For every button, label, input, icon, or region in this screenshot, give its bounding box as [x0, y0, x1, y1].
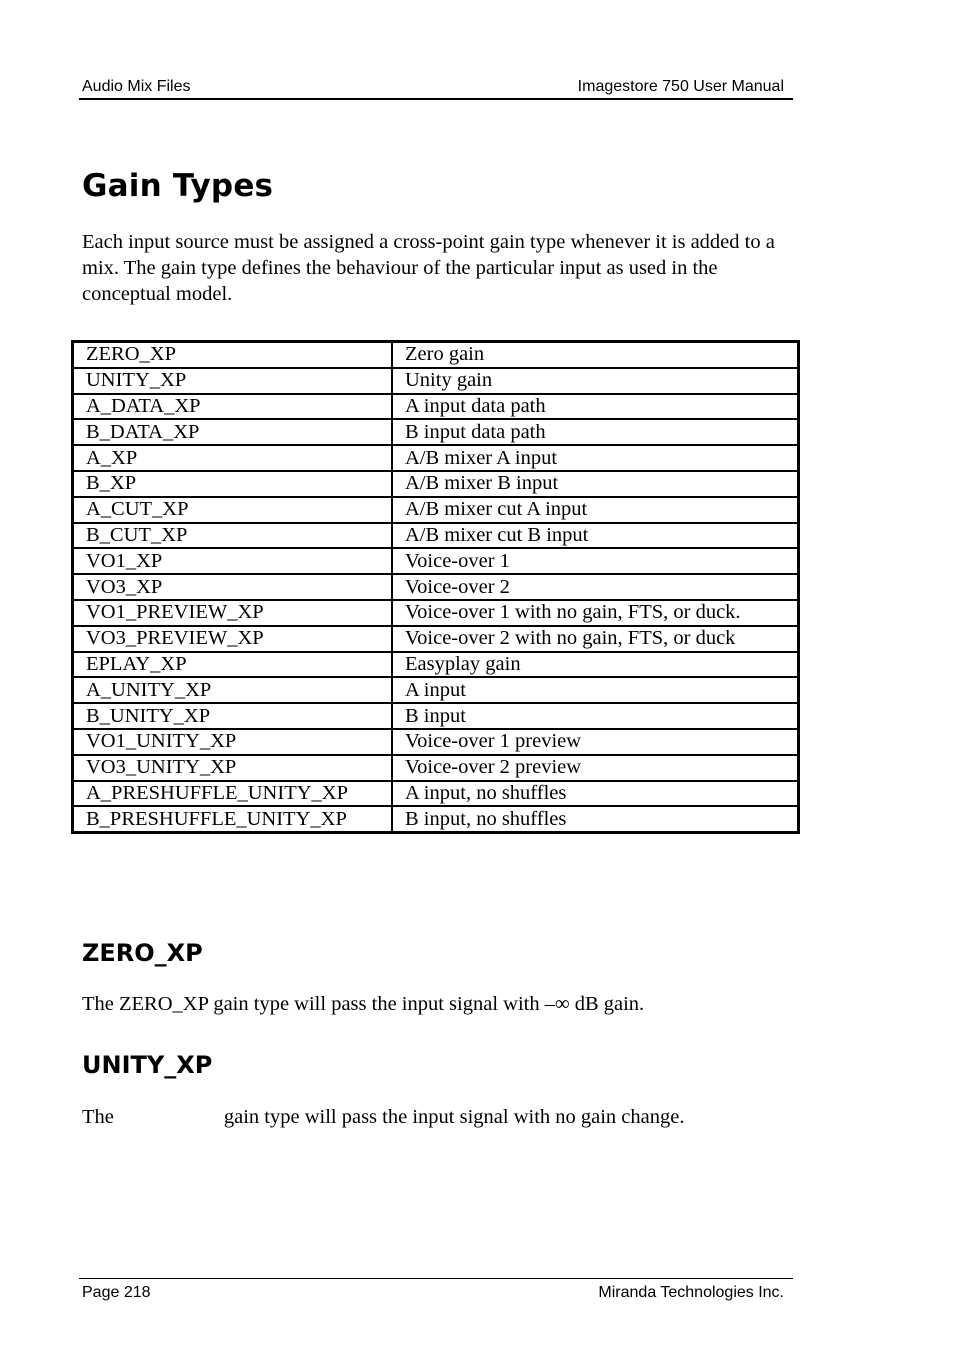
gain-types-table-body	[73, 342, 799, 833]
table-row	[73, 497, 799, 523]
gain-description-cell: Voice-over 2 preview	[392, 755, 799, 781]
gain-type-cell: VO3_UNITY_XP	[73, 755, 393, 781]
table-row	[73, 806, 799, 832]
unity-xp-description	[82, 1106, 684, 1129]
gain-type-cell: B_UNITY_XP	[73, 703, 393, 729]
table-row	[73, 471, 799, 497]
gain-description-cell: Voice-over 2 with no gain, FTS, or duck	[392, 626, 799, 652]
intro-paragraph: Each input source must be assigned a cross-point gain type whenever it is added to a mix. The gain type defines the behaviour of the particular input as used in the conceptual model.	[82, 231, 775, 305]
table-row	[73, 652, 799, 678]
header-rule	[79, 98, 793, 100]
gain-type-cell: ZERO_XP	[73, 342, 393, 368]
gain-type-cell: A_CUT_XP	[73, 497, 393, 523]
gain-type-cell: A_DATA_XP	[73, 394, 393, 420]
gain-description-cell: Zero gain	[392, 342, 799, 368]
gain-description-cell: Unity gain	[392, 368, 799, 394]
gain-type-cell: B_CUT_XP	[73, 523, 393, 549]
gain-type-cell: VO1_XP	[73, 548, 393, 574]
gain-type-cell: B_PRESHUFFLE_UNITY_XP	[73, 806, 393, 832]
page-number: Page 218	[82, 1284, 151, 1301]
unity-xp-text-start: The	[82, 1106, 114, 1128]
gain-type-cell: A_UNITY_XP	[73, 677, 393, 703]
table-row	[73, 368, 799, 394]
zero-xp-heading: ZERO_XP	[82, 939, 203, 967]
gain-description-cell: A input, no shuffles	[392, 781, 799, 807]
gain-description-cell: A/B mixer B input	[392, 471, 799, 497]
gain-description-cell: A/B mixer cut B input	[392, 523, 799, 549]
gain-type-cell: VO1_PREVIEW_XP	[73, 600, 393, 626]
gain-description-cell: B input data path	[392, 419, 799, 445]
table-row	[73, 342, 799, 368]
gain-description-cell: Voice-over 1 with no gain, FTS, or duck.	[392, 600, 799, 626]
table-row	[73, 574, 799, 600]
gain-description-cell: A/B mixer A input	[392, 445, 799, 471]
unity-xp-text-end: gain type will pass the input signal with no gain change.	[223, 1106, 685, 1128]
gain-type-cell: VO3_PREVIEW_XP	[73, 626, 393, 652]
gain-description-cell: Voice-over 2	[392, 574, 799, 600]
gain-type-cell: UNITY_XP	[73, 368, 393, 394]
table-row	[73, 626, 799, 652]
gain-type-cell: A_XP	[73, 445, 393, 471]
table-row	[73, 600, 799, 626]
gain-type-cell: A_PRESHUFFLE_UNITY_XP	[73, 781, 393, 807]
table-row	[73, 419, 799, 445]
gain-type-cell: VO3_XP	[73, 574, 393, 600]
gain-description-cell: A input	[392, 677, 799, 703]
footer-company: Miranda Technologies Inc.	[598, 1284, 784, 1301]
gain-description-cell: Easyplay gain	[392, 652, 799, 678]
table-row	[73, 677, 799, 703]
table-row	[73, 755, 799, 781]
table-row	[73, 445, 799, 471]
table-row	[73, 548, 799, 574]
gain-description-cell: B input, no shuffles	[392, 806, 799, 832]
gain-types-table	[71, 340, 800, 834]
gain-type-cell: B_XP	[73, 471, 393, 497]
table-row	[73, 729, 799, 755]
running-header-manual-title: Imagestore 750 User Manual	[577, 78, 784, 95]
table-row	[73, 703, 799, 729]
table-row	[73, 523, 799, 549]
unity-xp-heading: UNITY_XP	[82, 1051, 213, 1079]
gain-description-cell: Voice-over 1 preview	[392, 729, 799, 755]
page-title: Gain Types	[82, 168, 274, 204]
gain-description-cell: B input	[392, 703, 799, 729]
table-row	[73, 394, 799, 420]
gain-description-cell: A input data path	[392, 394, 799, 420]
footer-rule	[79, 1278, 793, 1279]
gain-description-cell: Voice-over 1	[392, 548, 799, 574]
gain-type-cell: EPLAY_XP	[73, 652, 393, 678]
gain-type-cell: VO1_UNITY_XP	[73, 729, 393, 755]
table-row	[73, 781, 799, 807]
gain-type-cell: B_DATA_XP	[73, 419, 393, 445]
gain-description-cell: A/B mixer cut A input	[392, 497, 799, 523]
running-header-section: Audio Mix Files	[82, 78, 191, 95]
zero-xp-description: The ZERO_XP gain type will pass the input signal with –∞ dB gain.	[82, 993, 645, 1015]
